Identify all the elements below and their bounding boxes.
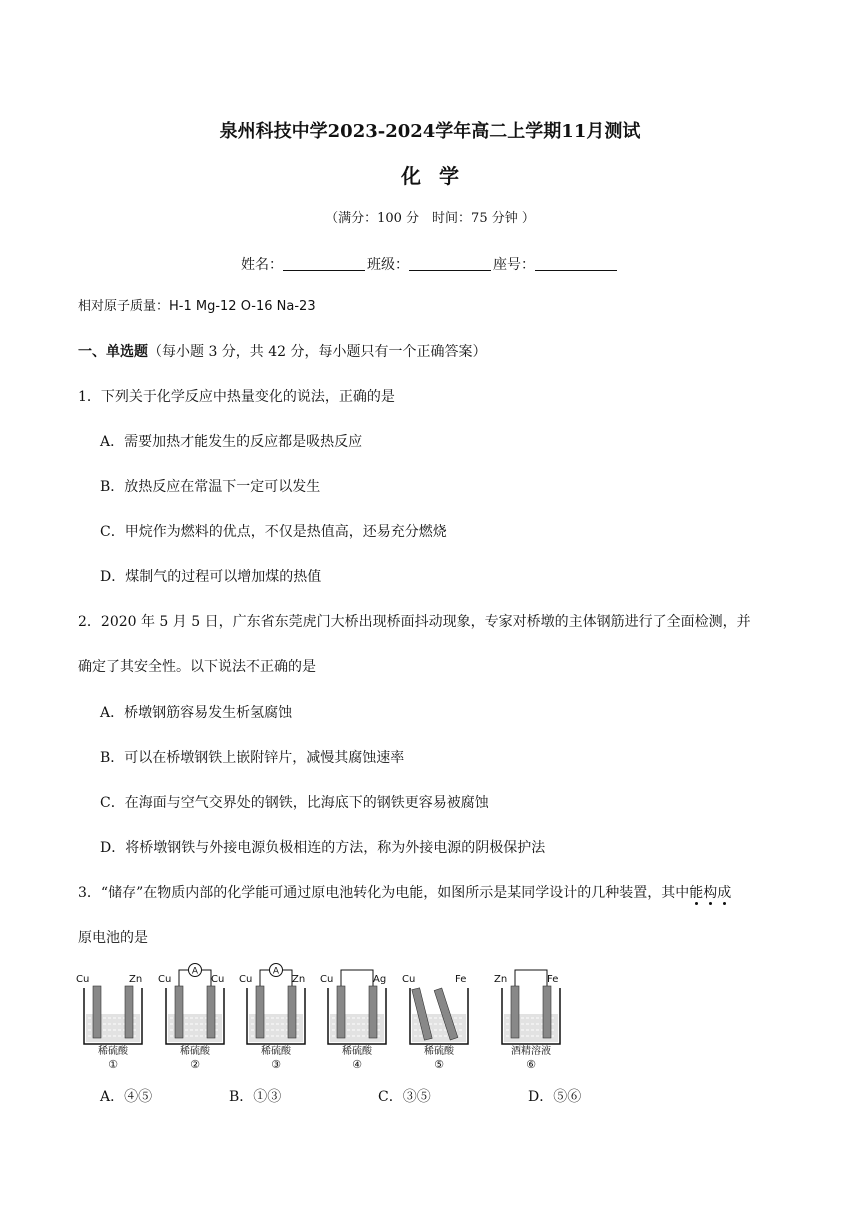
figure-number: ① xyxy=(108,1058,118,1071)
electrode-left xyxy=(256,986,264,1038)
section-note: （每小题 3 分，共 42 分，每小题只有一个正确答案） xyxy=(148,344,487,360)
q1-option-c: C．甲烷作为燃料的优点，不仅是热值高，还易充分燃烧 xyxy=(100,524,447,540)
electrode-right xyxy=(288,986,296,1038)
cell-apparatus xyxy=(494,970,560,1071)
electrode-right xyxy=(207,986,215,1038)
wire xyxy=(179,970,189,988)
electrode-label-left: Cu xyxy=(158,974,172,985)
electrode-label-right: Zn xyxy=(129,974,143,985)
galvanic-cell-figure xyxy=(74,958,564,1076)
electrode-label-right: Fe xyxy=(547,974,559,985)
cell-apparatus xyxy=(402,974,468,1071)
q2-option-b: B．可以在桥墩钢铁上嵌附锌片，减慢其腐蚀速率 xyxy=(100,750,405,766)
cell-apparatus xyxy=(158,964,224,1072)
section-title: 一、单选题 xyxy=(78,344,148,360)
ammeter-label: A xyxy=(272,966,280,977)
student-info-row xyxy=(0,254,860,274)
seat-label: 座号： xyxy=(493,257,535,273)
cell-apparatus xyxy=(239,964,305,1072)
emphasis-char: 成 xyxy=(717,885,732,901)
electrode-right xyxy=(369,986,377,1038)
electrode-label-left: Cu xyxy=(402,974,416,985)
electrode-label-left: Cu xyxy=(239,974,253,985)
figure-number: ⑤ xyxy=(434,1058,444,1071)
electrode-label-left: Cu xyxy=(320,974,334,985)
electrode-left xyxy=(175,986,183,1038)
q1-option-b: B．放热反应在常温下一定可以发生 xyxy=(100,479,321,495)
cell-apparatus xyxy=(76,974,142,1071)
q2-option-a: A．桥墩钢筋容易发生析氢腐蚀 xyxy=(100,705,293,721)
exam-meta: （满分：100 分 时间：75 分钟 ） xyxy=(325,211,535,226)
q2-stem-line2: 确定了其安全性。以下说法不正确的是 xyxy=(78,659,316,675)
electrode-label-right: Zn xyxy=(292,974,306,985)
solution-label: 稀硫酸 xyxy=(424,1046,454,1057)
wire xyxy=(515,970,547,988)
solution-label: 稀硫酸 xyxy=(261,1046,291,1057)
q1-option-d: D．煤制气的过程可以增加煤的热值 xyxy=(100,569,322,585)
q2-stem-line1: 2．2020 年 5 月 5 日，广东省东莞虎门大桥出现桥面抖动现象，专家对桥墩的主体钢筋进行了全面检测，并 xyxy=(78,614,751,630)
electrode-left xyxy=(511,986,519,1038)
electrode-label-left: Zn xyxy=(494,974,508,985)
emphasis-char: 能 xyxy=(689,885,704,901)
q3-option-b: B．①③ xyxy=(229,1089,282,1105)
electrode-label-right: Cu xyxy=(211,974,225,985)
electrode-label-left: Cu xyxy=(76,974,90,985)
electrode-label-right: Fe xyxy=(455,974,467,985)
electrode-label-right: Ag xyxy=(373,974,387,985)
electrode-left xyxy=(93,986,101,1038)
class-blank[interactable] xyxy=(409,256,491,271)
solution-label: 稀硫酸 xyxy=(98,1046,128,1057)
figure-number: ② xyxy=(190,1058,200,1071)
q3-emphasis xyxy=(689,885,731,901)
q3-option-c: C．③⑤ xyxy=(378,1089,431,1105)
atomic-mass-line: 相对原子质量：H-1 Mg-12 O-16 Na-23 xyxy=(78,299,316,314)
wire xyxy=(282,970,292,988)
q2-option-c: C．在海面与空气交界处的钢铁，比海底下的钢铁更容易被腐蚀 xyxy=(100,795,489,811)
q3-stem-line1 xyxy=(78,883,731,903)
electrode-right xyxy=(543,986,551,1038)
figure-number: ④ xyxy=(352,1058,362,1071)
q3-stem-line2: 原电池的是 xyxy=(78,930,148,946)
wire xyxy=(201,970,211,988)
q3-option-a: A．④⑤ xyxy=(100,1089,153,1105)
name-blank[interactable] xyxy=(283,256,365,271)
q3-stem-text: 3．“储存”在物质内部的化学能可通过原电池转化为电能，如图所示是某同学设计的几种装置，其中 xyxy=(78,885,690,901)
solution-label: 酒精溶液 xyxy=(511,1046,551,1057)
q2-option-d: D．将桥墩钢铁与外接电源负极相连的方法，称为外接电源的阴极保护法 xyxy=(100,840,546,856)
seat-blank[interactable] xyxy=(535,256,617,271)
solution-label: 稀硫酸 xyxy=(180,1046,210,1057)
solution-label: 稀硫酸 xyxy=(342,1046,372,1057)
class-label: 班级： xyxy=(367,257,409,273)
ammeter-label: A xyxy=(191,966,199,977)
q1-stem: 1．下列关于化学反应中热量变化的说法，正确的是 xyxy=(78,389,395,405)
electrode-right xyxy=(125,986,133,1038)
q1-option-a: A．需要加热才能发生的反应都是吸热反应 xyxy=(100,434,363,450)
figure-number: ③ xyxy=(271,1058,281,1071)
exam-title: 泉州科技中学2023-2024学年高二上学期11月测试 xyxy=(219,121,641,142)
section-heading xyxy=(78,342,487,362)
name-label: 姓名： xyxy=(241,257,283,273)
emphasis-char: 构 xyxy=(703,885,718,901)
electrode-left xyxy=(337,986,345,1038)
wire xyxy=(341,970,373,988)
q3-option-d: D．⑤⑥ xyxy=(528,1089,582,1105)
cell-apparatus xyxy=(320,970,386,1071)
subject-title: 化学 xyxy=(401,164,477,188)
wire xyxy=(260,970,270,988)
figure-number: ⑥ xyxy=(526,1058,536,1071)
